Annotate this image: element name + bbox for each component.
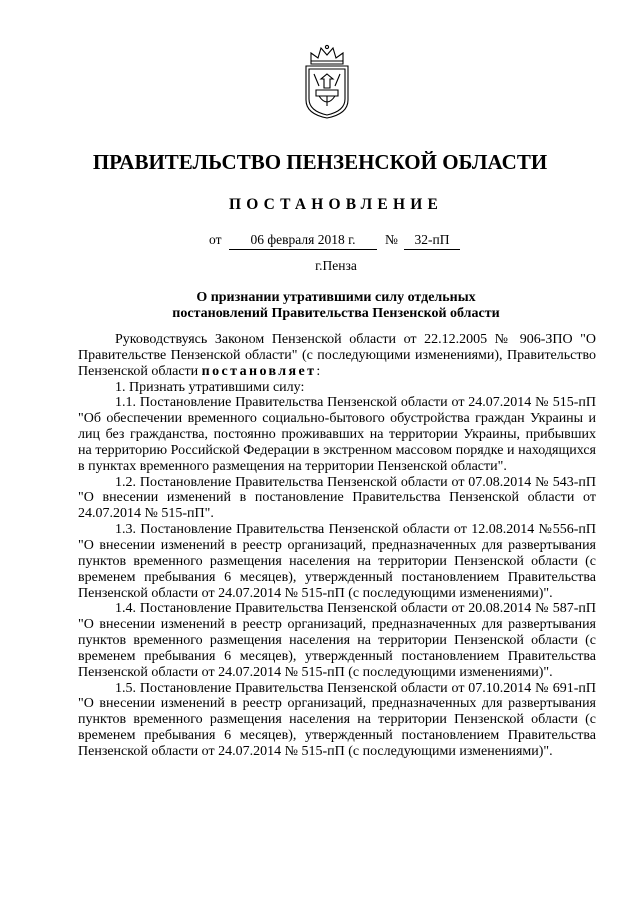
item-paragraph: 1.1. Постановление Правительства Пензенской области от 24.07.2014 № 515-пП "Об обеспечении временного социально-бытового обустройства граждан Украины и лиц без гражданства, постоянно проживавших на территории Украины, прибывших на территорию Российской Федерации в экстренном массовом порядке и находящихся в пунктах временного размещения на территории Пензенской области". [78, 395, 596, 474]
document-type-heading: ПОСТАНОВЛЕНИЕ [228, 196, 444, 213]
coat-of-arms-emblem [301, 44, 353, 120]
organization-title: ПРАВИТЕЛЬСТВО ПЕНЗЕНСКОЙ ОБЛАСТИ [92, 150, 548, 174]
item-paragraph: 1.5. Постановление Правительства Пензенской области от 07.10.2014 № 691-пП "О внесении изменений в реестр организаций, предназначенных для развертывания пунктов временного размещения населения на территории Пензенской области (с временем пребывания 6 месяцев), утвержденный постановлением Правительства Пензенской области от 24.07.2014 № 515-пП (с последующими изменениями)". [78, 680, 596, 759]
document-number: 32-пП [404, 232, 460, 250]
date-from-label: от [209, 232, 222, 247]
item-paragraph: 1. Признать утратившими силу: [115, 379, 305, 395]
decree-end: : [316, 363, 321, 379]
preamble-paragraph [78, 332, 596, 380]
decree-word: постановляет [201, 363, 317, 379]
subject-line-2: постановлений Правительства Пензенской области [172, 306, 500, 321]
subject-line-1: О признании утратившими силу отдельных [196, 290, 476, 305]
date-number-line [0, 232, 640, 252]
document-body [78, 332, 596, 760]
item-paragraph: 1.3. Постановление Правительства Пензенской области от 12.08.2014 №556-пП "О внесении изменений в реестр организаций, предназначенных для развертывания пунктов временного размещения населения на территории Пензенской области (с временем пребывания 6 месяцев), утвержденный постановлением Правительства Пензенской области от 24.07.2014 № 515-пП (с последующими изменениями)". [78, 522, 596, 601]
preamble-text: Руководствуясь Законом Пензенской области от 22.12.2005 № 906-ЗПО "О Правительстве Пензенской области" (с последующими изменениями), Правительство Пензенской области [78, 332, 596, 379]
document-subject [0, 290, 640, 322]
document-date: 06 февраля 2018 г. [229, 232, 377, 250]
item-paragraph: 1.2. Постановление Правительства Пензенской области от 07.08.2014 № 543-пП "О внесении изменений в постановление Правительства Пензенской области от 24.07.2014 № 515-пП". [78, 474, 596, 522]
city-label: г.Пенза [315, 258, 357, 273]
number-sign-label: № [385, 232, 398, 247]
item-paragraph: 1.4. Постановление Правительства Пензенской области от 20.08.2014 № 587-пП "О внесении изменений в реестр организаций, предназначенных для развертывания пунктов временного размещения населения на территории Пензенской области (с временем пребывания 6 месяцев), утвержденный постановлением Правительства Пензенской области от 24.07.2014 № 515-пП (с последующими изменениями)". [78, 601, 596, 680]
